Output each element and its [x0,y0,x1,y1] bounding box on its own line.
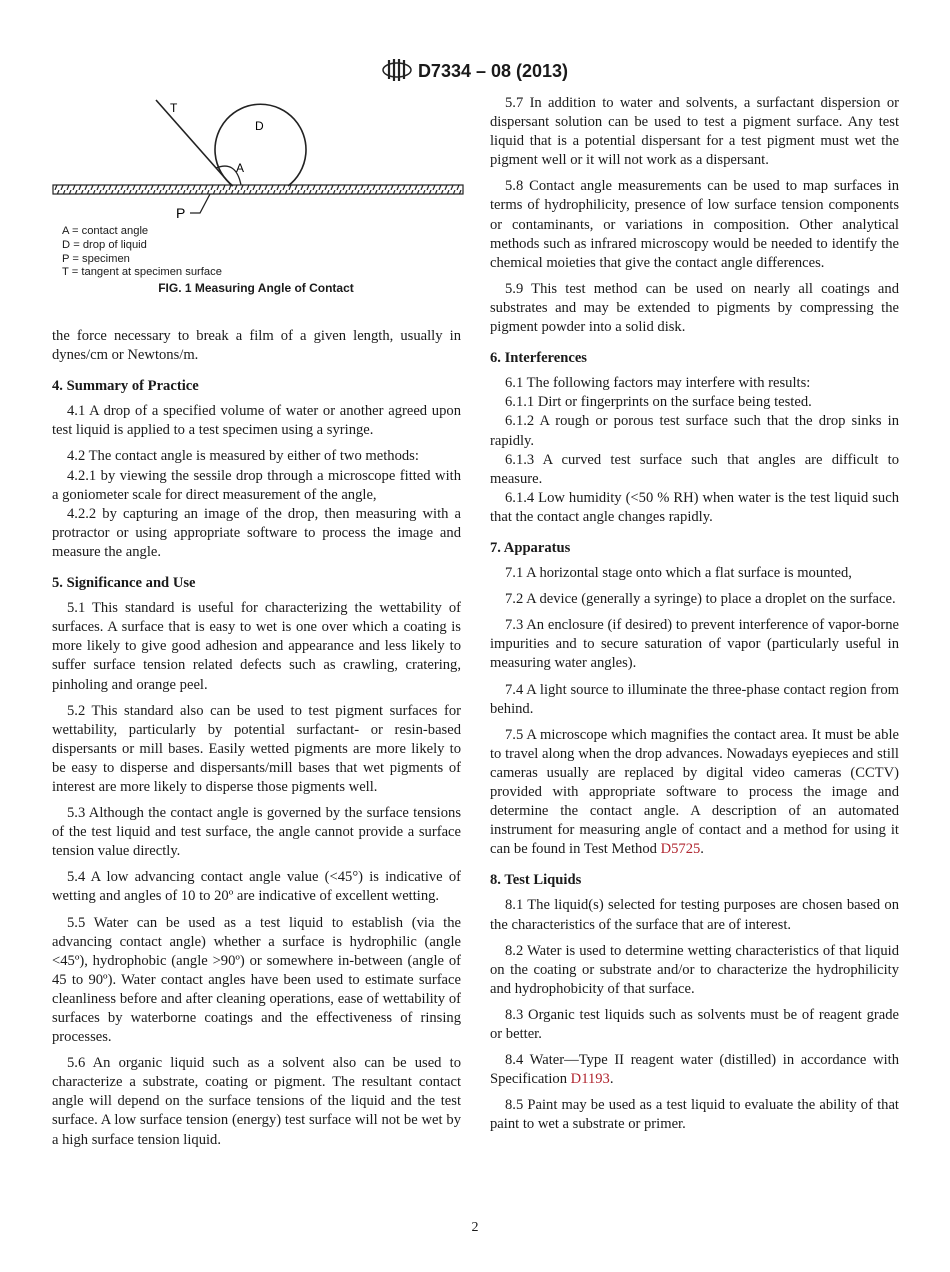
legend-item: A = contact angle [62,225,149,237]
tangent-line [156,100,232,186]
paragraph [490,451,899,489]
paragraph-text: 7.3 An enclosure (if desired) to prevent interference of vapor-borne impurities and to secure saturation of vapor (particularly useful in measuring water angles). [490,617,899,672]
figure-contact-angle [0,0,480,225]
paragraph-text: 6.1.1 Dirt or fingerprints on the surface being tested. [505,394,812,411]
paragraph [490,616,899,673]
section-heading [490,349,899,368]
paragraph [490,896,899,934]
specimen-surface [53,185,463,194]
paragraph-text: 6.1.4 Low humidity (<50 % RH) when water is the test liquid such that the contact angle changes rapidly. [490,489,899,525]
paragraph-text: 5.6 An organic liquid such as a solvent also can be used to characterize a substrate, coating or pigment. The resultant contact angle will depend on the surface tensions of the liquid and the test surface. A low surface tension (energy) test surface will not be wet by a high surface tension liquid. [52,1055,461,1148]
paragraph [490,412,899,450]
paragraph-text: . [700,841,704,858]
paragraph-text: 4.2 The contact angle is measured by either of two methods: [67,448,419,465]
section-heading [52,574,461,593]
paragraph-text: 5.1 This standard is useful for characterizing the wettability of surfaces. A surface that is easy to wet is one over which a coating is more likely to give good adhesion and appearance and less likely to suffer surface tension related defects such as crawling, cratering, pinholing and orange peel. [52,600,461,693]
paragraph [52,467,461,505]
paragraph-text: 8.3 Organic test liquids such as solvents must be of reagent grade or better. [490,1006,899,1043]
paragraph-text: 8.1 The liquid(s) selected for testing purposes are chosen based on the characteristics of the surface that are of interest. [490,897,899,933]
legend-item: T = tangent at specimen surface [62,266,222,279]
paragraph [52,1054,461,1149]
paragraph [52,447,461,466]
paragraph-text: 6. Interferences [490,350,587,367]
paragraph-text: 4.2.1 by viewing the sessile drop through a microscope fitted with a goniometer scale for direct measurement of the angle, [52,467,461,503]
paragraph-text: 8.4 Water—Type II reagent water (distilled) in accordance with Specification [490,1052,899,1088]
paragraph [52,327,461,365]
label-t: T [170,101,178,115]
paragraph-text: 5. Significance and Use [52,575,196,592]
paragraph-text: . [609,1071,614,1088]
paragraph-text: 7.4 A light source to illuminate the three-phase contact region from behind. [490,681,899,717]
paragraph-text: 5.8 Contact angle measurements can be used to map surfaces in terms of hydrophilicity, presence of low surface tension components or contaminants, or variations in composition. Other analytical methods such as infrared microscopy would be needed to identify the chemical moieties that give the contact angle differences. [490,178,899,271]
label-a: A [236,161,245,175]
pointer-line [190,194,210,213]
paragraph-text: 8. Test Liquids [490,872,582,889]
paragraph-text: 4. Summary of Practice [52,378,199,395]
paragraph [490,393,899,412]
left-column [52,327,461,1157]
paragraph-text: 6.1.2 A rough or porous test surface such that the drop sinks in rapidly. [490,413,899,449]
standard-reference-link[interactable]: D5725 [660,841,701,858]
paragraph [490,280,899,337]
paragraph [490,374,899,393]
label-d: D [255,119,264,133]
paragraph-text: 8.5 Paint may be used as a test liquid to evaluate the ability of that paint to wet a substrate or primer. [490,1097,899,1133]
paragraph [490,681,899,719]
paragraph-text: 5.4 A low advancing contact angle value (<45°) is indicative of wetting and angles of 10 to 20º are indicative of excellent wetting. [52,869,461,905]
paragraph [490,177,899,272]
paragraph [52,804,461,861]
paragraph-text: 7. Apparatus [490,539,571,556]
paragraph-text: 5.2 This standard also can be used to test pigment surfaces for wettability, particularly by potential surfactant- or resin-based dispersants or mill bases. Easily wetted pigments are more likely to be easy to disperse and dispersants/mill bases that wet pigments of interest are more likely to disperse those pigments well. [52,702,461,795]
figure-caption: FIG. 1 Measuring Angle of Contact [158,281,354,295]
legend-item: P = specimen [62,252,130,265]
paragraph [490,1006,899,1044]
paragraph [490,590,899,609]
paragraph [490,942,899,999]
paragraph [490,94,899,170]
paragraph [490,726,899,860]
section-heading [52,377,461,396]
paragraph-text: 4.1 A drop of a specified volume of water or another agreed upon test liquid is applied to a test specimen using a syringe. [52,403,461,439]
right-column [490,94,899,1142]
paragraph-text: 6.1 The following factors may interfere with results: [505,375,811,392]
paragraph-text: 8.2 Water is used to determine wetting characteristics of that liquid on the coating or substrate and/or to characterize the hydrophilicity and hydrophobicity of that surface. [490,942,899,997]
figure-legend [62,225,222,280]
paragraph [490,1096,899,1134]
paragraph-text: the force necessary to break a film of a given length, usually in dynes/cm or Newtons/m. [52,328,461,364]
paragraph-text: 5.9 This test method can be used on nearly all coatings and substrates and may be extended to pigments by compressing the pigment powder into a solid disk. [490,280,899,336]
paragraph [52,914,461,1048]
paragraph-text: 7.5 A microscope which magnifies the contact area. It must be able to travel along when the drop advances. Nowadays eyepieces and still cameras usually are replaced by digital video cameras (CCTV) provided with appropriate software to process the image and determine the contact angle. A description of an automated instrument for measuring angle of contact and a method for using it can be found in Test Method [490,726,899,858]
paragraph [490,564,899,583]
drop-outline [215,104,306,186]
section-heading [490,539,899,558]
paragraph-text: 7.2 A device (generally a syringe) to place a droplet on the surface. [505,591,896,608]
paragraph-text: 5.3 Although the contact angle is governed by the surface tensions of the test liquid and test surface, the angle cannot provide a surface tension value directly. [52,805,461,860]
standard-designation: D7334 – 08 (2013) [417,61,569,81]
standard-reference-link[interactable]: D1193 [570,1071,610,1088]
paragraph [52,505,461,562]
paragraph [490,1051,899,1089]
paragraph [52,599,461,694]
paragraph-text: 5.5 Water can be used as a test liquid to establish (via the advancing contact angle) whether a surface is hydrophilic (angle <45º), hydrophobic (angle >90º) or somewhere in-between (angle of 45 to 90º). Water contact angles have been used to estimate surface cleanliness before and after cleaning operations, ease of wettability of surfaces by waterborne coatings and the effectiveness of rinsing processes. [52,914,461,1046]
paragraph [490,489,899,527]
paragraph [52,702,461,797]
paragraph-text: 6.1.3 A curved test surface such that angles are difficult to measure. [490,451,899,487]
paragraph [52,402,461,440]
paragraph [52,868,461,906]
paragraph-text: 7.1 A horizontal stage onto which a flat surface is mounted, [505,565,852,582]
legend-item: D = drop of liquid [62,238,147,251]
paragraph-text: 4.2.2 by capturing an image of the drop, then measuring with a protractor or using appropriate software to process the image and measure the angle. [52,505,461,560]
section-heading [490,871,899,890]
page-number: 2 [471,1220,479,1235]
paragraph-text: 5.7 In addition to water and solvents, a surfactant dispersion or dispersant solution can be used to test a pigment surface. Any test liquid that is a potential dispersant for a test pigment must wet the pigment well or it will not work as a dispersant. [490,95,899,169]
label-p: P [176,205,186,221]
